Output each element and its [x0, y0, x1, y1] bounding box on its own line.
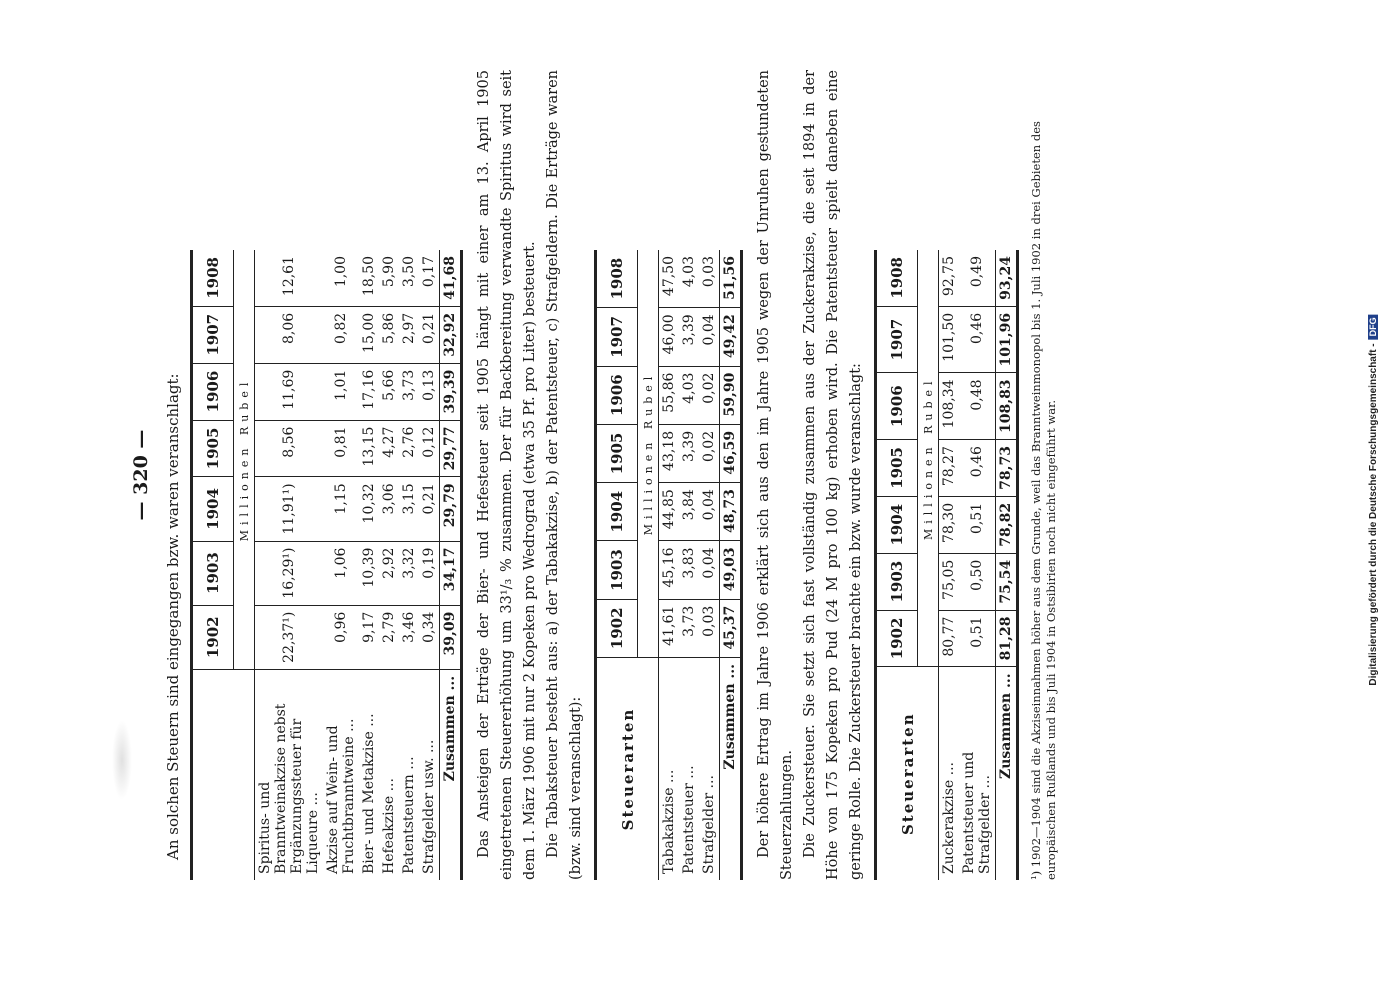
- cell-value: 0,48: [959, 373, 996, 440]
- cell-value: 92,75: [939, 250, 960, 306]
- sum-value: 32,92: [440, 306, 462, 363]
- table-row: [939, 250, 960, 880]
- cell-value: 2,76: [399, 420, 419, 477]
- cell-value: 78,30: [939, 496, 960, 553]
- sum-value: 81,28: [996, 610, 1018, 667]
- sum-value: 29,77: [440, 420, 462, 477]
- cell-value: 2,79: [379, 605, 399, 669]
- year-header: 1906: [192, 363, 234, 420]
- cell-value: 41,61: [659, 599, 680, 657]
- table-row: [679, 250, 699, 880]
- sum-value: 45,37: [720, 599, 742, 657]
- paragraph-sugar-tax: Die Zuckersteuer. Sie setzt sich fast vollständig zusammen aus der Zuckerakzise, die seit 1894 in der Höhe von 175 Kopeken pro Pud (24 M pro 100 kg) erhoben wird. Die Patentsteuer spielt daneben eine geringe Rolle. Die Zuckersteuer brachte ein bzw. wurde veranschlagt:: [802, 70, 864, 880]
- year-header: 1906: [876, 373, 918, 440]
- paragraph-1906-yield: Der höhere Ertrag im Jahre 1906 erklärt sich aus den im Jahre 1905 wegen der Unruhen gestundeten Steuerzahlungen.: [756, 70, 795, 880]
- table-row: [379, 250, 399, 880]
- sum-value: 101,96: [996, 306, 1018, 373]
- scan-smudge: [112, 720, 132, 800]
- sum-value: 39,09: [440, 605, 462, 669]
- cell-value: 3,39: [679, 308, 699, 366]
- dfg-logo: DFG: [1368, 314, 1378, 339]
- cell-value: 0,02: [699, 424, 720, 482]
- row-label: Patentsteuer und Strafgelder ...: [961, 751, 993, 874]
- year-header: 1902: [596, 599, 638, 657]
- table-row: [323, 250, 359, 880]
- rotated-page: [130, 70, 1250, 880]
- column-header-tax-type: Steuerarten: [596, 658, 659, 881]
- sum-value: 78,82: [996, 496, 1018, 553]
- year-header: 1907: [192, 306, 234, 363]
- cell-value: 4,27: [379, 420, 399, 477]
- cell-value: 5,90: [379, 250, 399, 306]
- cell-value: 0,21: [419, 306, 440, 363]
- cell-value: 0,04: [699, 483, 720, 541]
- row-label: Akzise auf Wein- und Fruchtbranntweine ...: [325, 718, 357, 874]
- tobacco-tax-table: [594, 250, 743, 880]
- year-header: 1905: [192, 420, 234, 477]
- cell-value: 4,03: [679, 250, 699, 308]
- cell-value: 0,13: [419, 363, 440, 420]
- cell-value: 0,81: [323, 420, 359, 477]
- sum-value: 29,79: [440, 477, 462, 541]
- sum-value: 59,90: [720, 366, 742, 424]
- cell-value: 8,06: [255, 306, 324, 363]
- cell-value: 3,06: [379, 477, 399, 541]
- cell-value: 1,15: [323, 477, 359, 541]
- cell-value: 0,12: [419, 420, 440, 477]
- cell-value: 108,34: [939, 373, 960, 440]
- cell-value: 4,03: [679, 366, 699, 424]
- cell-value: 44,85: [659, 483, 680, 541]
- cell-value: 5,86: [379, 306, 399, 363]
- unit-label: Millionen Rubel: [918, 250, 939, 667]
- footnote: ¹) 1902—1904 sind die Akziseinnahmen höher aus dem Grunde, weil das Branntweinmonopol bis 1. Juli 1902 in drei Gebieten des europäischen Rußlands und bis Juli 1904 in Ostsibirien noch nicht eingeführt war.: [1029, 121, 1058, 880]
- table-row: [699, 250, 720, 880]
- sum-row: [720, 250, 742, 880]
- cell-value: 0,21: [419, 477, 440, 541]
- cell-value: 0,19: [419, 541, 440, 605]
- cell-value: 17,16: [359, 363, 379, 420]
- sum-value: 46,59: [720, 424, 742, 482]
- cell-value: 0,03: [699, 599, 720, 657]
- cell-value: 45,16: [659, 541, 680, 599]
- year-header: 1903: [876, 553, 918, 610]
- cell-value: 0,46: [959, 306, 996, 373]
- unit-label: Millionen Rubel: [234, 250, 255, 669]
- row-label: Strafgelder usw. ...: [421, 739, 437, 874]
- cell-value: 0,51: [959, 496, 996, 553]
- cell-value: 46,00: [659, 308, 680, 366]
- year-header: 1902: [876, 610, 918, 667]
- cell-value: 3,83: [679, 541, 699, 599]
- cell-value: 0,96: [323, 605, 359, 669]
- cell-value: 15,00: [359, 306, 379, 363]
- cell-value: 16,29¹): [255, 541, 324, 605]
- cell-value: 3,46: [399, 605, 419, 669]
- sum-row: [996, 250, 1018, 880]
- table-row: [659, 250, 680, 880]
- column-header-tax-type: Steuerarten: [876, 667, 939, 880]
- paragraph-beer-tax: Das Ansteigen der Erträge der Bier- und Hefesteuer seit 1905 hängt mit einer am 13. April 1905 eingetretenen Steuererhöhung um 33¹/₃ % zusammen. Der für Backbereitung verwandte Spiritus wird seit dem 1. März 1906 mit nur 2 Kopeken pro Wedrograd (etwa 35 Pf. pro Liter) besteuert.: [476, 70, 538, 880]
- cell-value: 10,39: [359, 541, 379, 605]
- cell-value: 47,50: [659, 250, 680, 308]
- cell-value: 80,77: [939, 610, 960, 667]
- spirit-tax-table: [190, 250, 463, 880]
- page-number: — 320 —: [130, 429, 152, 521]
- sugar-tax-table: [874, 250, 1019, 880]
- row-label: Tabakakzise ...: [661, 769, 677, 874]
- sum-value: 49,42: [720, 308, 742, 366]
- sum-value: 108,83: [996, 373, 1018, 440]
- table-row: [959, 250, 996, 880]
- year-header: 1904: [596, 483, 638, 541]
- row-label: Bier- und Metakzise ...: [361, 713, 377, 874]
- cell-value: 3,73: [399, 363, 419, 420]
- cell-value: 75,05: [939, 553, 960, 610]
- cell-value: 2,97: [399, 306, 419, 363]
- row-label: Hefeakzise ...: [381, 778, 397, 874]
- cell-value: 0,17: [419, 250, 440, 306]
- table-row: [255, 250, 324, 880]
- cell-value: 0,51: [959, 610, 996, 667]
- cell-value: 11,91¹): [255, 477, 324, 541]
- cell-value: 5,66: [379, 363, 399, 420]
- cell-value: 1,00: [323, 250, 359, 306]
- sum-value: 34,17: [440, 541, 462, 605]
- table-row: [359, 250, 379, 880]
- sum-value: 93,24: [996, 250, 1018, 306]
- cell-value: 0,49: [959, 250, 996, 306]
- sum-value: 48,73: [720, 483, 742, 541]
- year-header: 1903: [192, 541, 234, 605]
- cell-value: 0,50: [959, 553, 996, 610]
- row-label: Zuckerakzise ...: [941, 762, 957, 874]
- cell-value: 3,50: [399, 250, 419, 306]
- sum-value: 41,68: [440, 250, 462, 306]
- cell-value: 78,27: [939, 440, 960, 497]
- cell-value: 0,46: [959, 440, 996, 497]
- sum-value: 75,54: [996, 553, 1018, 610]
- sum-row: [440, 250, 462, 880]
- cell-value: 0,82: [323, 306, 359, 363]
- cell-value: 22,37¹): [255, 605, 324, 669]
- row-label: Strafgelder ...: [701, 775, 717, 874]
- cell-value: 0,34: [419, 605, 440, 669]
- table-row: [419, 250, 440, 880]
- unit-label: Millionen Rubel: [638, 250, 659, 658]
- year-header: 1903: [596, 541, 638, 599]
- cell-value: 0,02: [699, 366, 720, 424]
- year-header: 1908: [192, 250, 234, 306]
- cell-value: 3,32: [399, 541, 419, 605]
- sum-label: Zusammen ...: [996, 667, 1018, 880]
- sum-label: Zusammen ...: [440, 669, 462, 880]
- row-label: Patentsteuer ...: [681, 765, 697, 874]
- cell-value: 3,39: [679, 424, 699, 482]
- row-label: Patentsteuern ...: [401, 756, 417, 874]
- year-header: 1908: [876, 250, 918, 306]
- funding-text: Digitalisierung gefördert durch die Deutsche Forschungsgemeinschaft -: [1368, 343, 1379, 686]
- sum-value: 49,03: [720, 541, 742, 599]
- row-label: Spiritus- und Branntweinakzise nebst Ergänzungssteuer für Liqueure ...: [257, 703, 321, 874]
- year-header: 1904: [192, 477, 234, 541]
- sum-label: Zusammen ...: [720, 658, 742, 881]
- cell-value: 11,69: [255, 363, 324, 420]
- paragraph-tobacco-tax: Die Tabaksteuer besteht aus: a) der Tabakakzise, b) der Patentsteuer, c) Strafgeldern. Die Erträge waren (bzw. sind veranschlagt):: [545, 70, 584, 880]
- cell-value: 101,50: [939, 306, 960, 373]
- year-header: 1902: [192, 605, 234, 669]
- sum-value: 78,73: [996, 440, 1018, 497]
- cell-value: 12,61: [255, 250, 324, 306]
- year-header: 1908: [596, 250, 638, 308]
- cell-value: 2,92: [379, 541, 399, 605]
- year-header: 1905: [596, 424, 638, 482]
- cell-value: 55,86: [659, 366, 680, 424]
- cell-value: 3,15: [399, 477, 419, 541]
- cell-value: 43,18: [659, 424, 680, 482]
- cell-value: 1,01: [323, 363, 359, 420]
- sum-value: 39,39: [440, 363, 462, 420]
- table-row: [399, 250, 419, 880]
- dfg-funding-note: [1368, 314, 1379, 685]
- year-header: 1907: [596, 308, 638, 366]
- cell-value: 9,17: [359, 605, 379, 669]
- cell-value: 1,06: [323, 541, 359, 605]
- cell-value: 3,73: [679, 599, 699, 657]
- year-header: 1906: [596, 366, 638, 424]
- cell-value: 0,04: [699, 541, 720, 599]
- cell-value: 0,04: [699, 308, 720, 366]
- sum-value: 51,56: [720, 250, 742, 308]
- cell-value: 8,56: [255, 420, 324, 477]
- year-header: 1904: [876, 496, 918, 553]
- year-header: 1905: [876, 440, 918, 497]
- cell-value: 13,15: [359, 420, 379, 477]
- year-header: 1907: [876, 306, 918, 373]
- cell-value: 10,32: [359, 477, 379, 541]
- intro-text: An solchen Steuern sind eingegangen bzw. waren veranschlagt:: [164, 373, 182, 860]
- cell-value: 18,50: [359, 250, 379, 306]
- cell-value: 3,84: [679, 483, 699, 541]
- cell-value: 0,03: [699, 250, 720, 308]
- column-header-tax-type: [192, 669, 255, 880]
